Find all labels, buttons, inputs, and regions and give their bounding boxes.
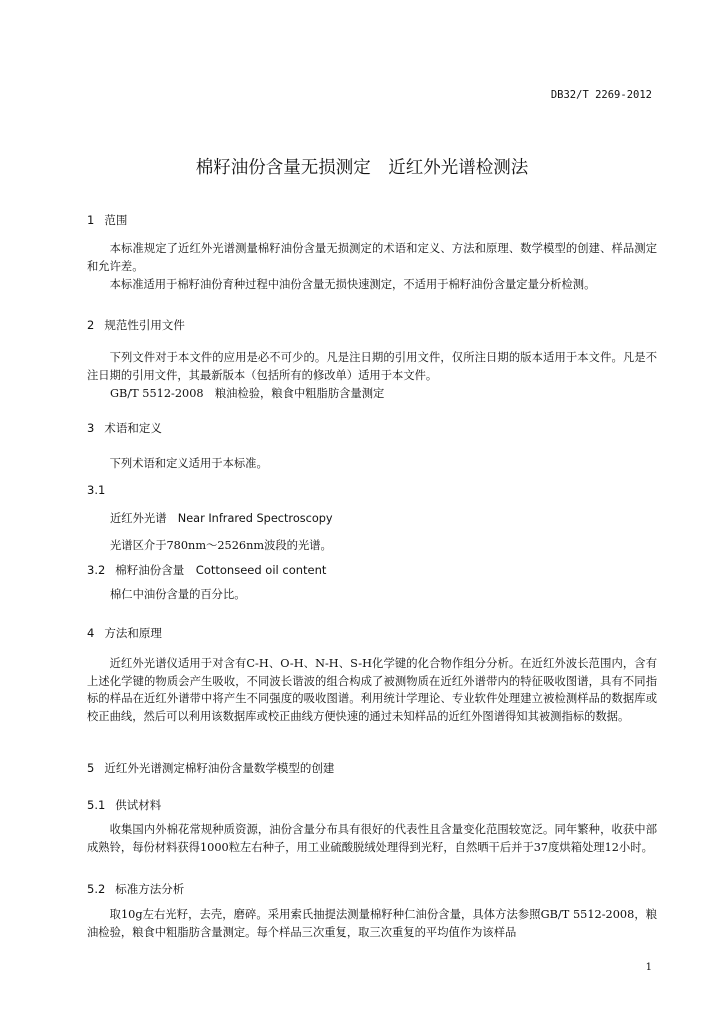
section-number: 3 <box>87 421 95 435</box>
section-2-paragraph-1: 下列文件对于本文件的应用是必不可少的。凡是注日期的引用文件，仅所注日期的版本适用于本文件。凡是不注日期的引用文件，其最新版本（包括所有的修改单）适用于本文件。 <box>87 351 657 382</box>
normative-reference: GB/T 5512-2008 粮油检验，粮食中粗脂肪含量测定 <box>110 387 385 400</box>
section-5-2-paragraph-1: 取10g左右光籽，去壳，磨碎。采用索氏抽提法测量棉籽种仁油份含量，具体方法参照GB/T 5512-2008，粮油检验，粮食中粗脂肪含量测定。每个样品三次重复，取三次重复的平均值作为该样品 <box>87 908 657 939</box>
section-5-1-paragraph-1: 收集国内外棉花常规种质资源，油份含量分布具有很好的代表性且含量变化范围较宽泛。同年繁种，收获中部成熟铃，每份材料获得1000粒左右种子，用工业硫酸脱绒处理得到光籽，自然晒干后并于37度烘箱处理12小时。 <box>87 823 657 854</box>
section-4-paragraph-1: 近红外光谱仪适用于对含有C-H、O-H、N-H、S-H化学键的化合物作组分分析。在近红外波长范围内，含有上述化学键的物质会产生吸收，不同波长谐波的组合构成了被测物质在近红外谱带内的特征吸收图谱，具有不同指标的样品在近红外谱带中将产生不同强度的吸收图谱。利用统计学理论、专业软件处理建立被检测样品的数据库或校正曲线，然后可以利用该数据库或校正曲线方便快速的通过未知样品的近红外图谱得知其被测指标的数据。 <box>87 657 657 723</box>
section-5-heading <box>87 760 334 776</box>
section-number: 2 <box>87 318 95 332</box>
section-2-heading <box>87 317 185 333</box>
section-number: 3.2 <box>87 563 106 577</box>
section-number: 4 <box>87 626 95 640</box>
section-title: 标准方法分析 <box>115 882 185 896</box>
section-1-paragraph-1: 本标准规定了近红外光谱测量棉籽油份含量无损测定的术语和定义、方法和原理、数学模型的创建、样品测定和允许差。 <box>87 242 657 273</box>
section-title: 范围 <box>104 213 128 227</box>
section-3-paragraph-1: 下列术语和定义适用于本标准。 <box>109 457 268 470</box>
section-5-1-heading <box>87 797 161 813</box>
section-title: 方法和原理 <box>104 626 162 640</box>
section-number: 3.1 <box>87 483 106 497</box>
definition-3-1: 光谱区介于780nm～2526nm波段的光谱。 <box>110 539 332 552</box>
section-number: 5.1 <box>87 798 106 812</box>
doc-title: 棉籽油份含量无损测定 近红外光谱检测法 <box>195 158 529 178</box>
section-number: 5 <box>87 761 95 775</box>
section-title: 术语和定义 <box>104 421 162 435</box>
section-3-1-heading <box>87 483 105 497</box>
term-3-1: 近红外光谱 Near Infrared Spectroscopy <box>110 512 333 525</box>
page-number: 1 <box>645 962 652 973</box>
section-3-2-heading <box>87 562 326 578</box>
section-3-heading <box>87 420 162 436</box>
section-5-2-heading <box>87 881 184 897</box>
section-title: 规范性引用文件 <box>104 318 185 332</box>
section-title: 供试材料 <box>115 798 162 812</box>
doc-code: DB32/T 2269-2012 <box>550 89 652 101</box>
section-4-heading <box>87 625 162 641</box>
section-title: 近红外光谱测定棉籽油份含量数学模型的创建 <box>104 761 335 775</box>
section-1-heading <box>87 212 127 228</box>
section-number: 5.2 <box>87 882 106 896</box>
definition-3-2: 棉仁中油份含量的百分比。 <box>110 588 246 601</box>
term-3-2: 棉籽油份含量 Cottonseed oil content <box>115 563 327 577</box>
section-number: 1 <box>87 213 95 227</box>
section-1-paragraph-2: 本标准适用于棉籽油份育种过程中油份含量无损快速测定，不适用于棉籽油份含量定量分析检测。 <box>109 278 596 291</box>
